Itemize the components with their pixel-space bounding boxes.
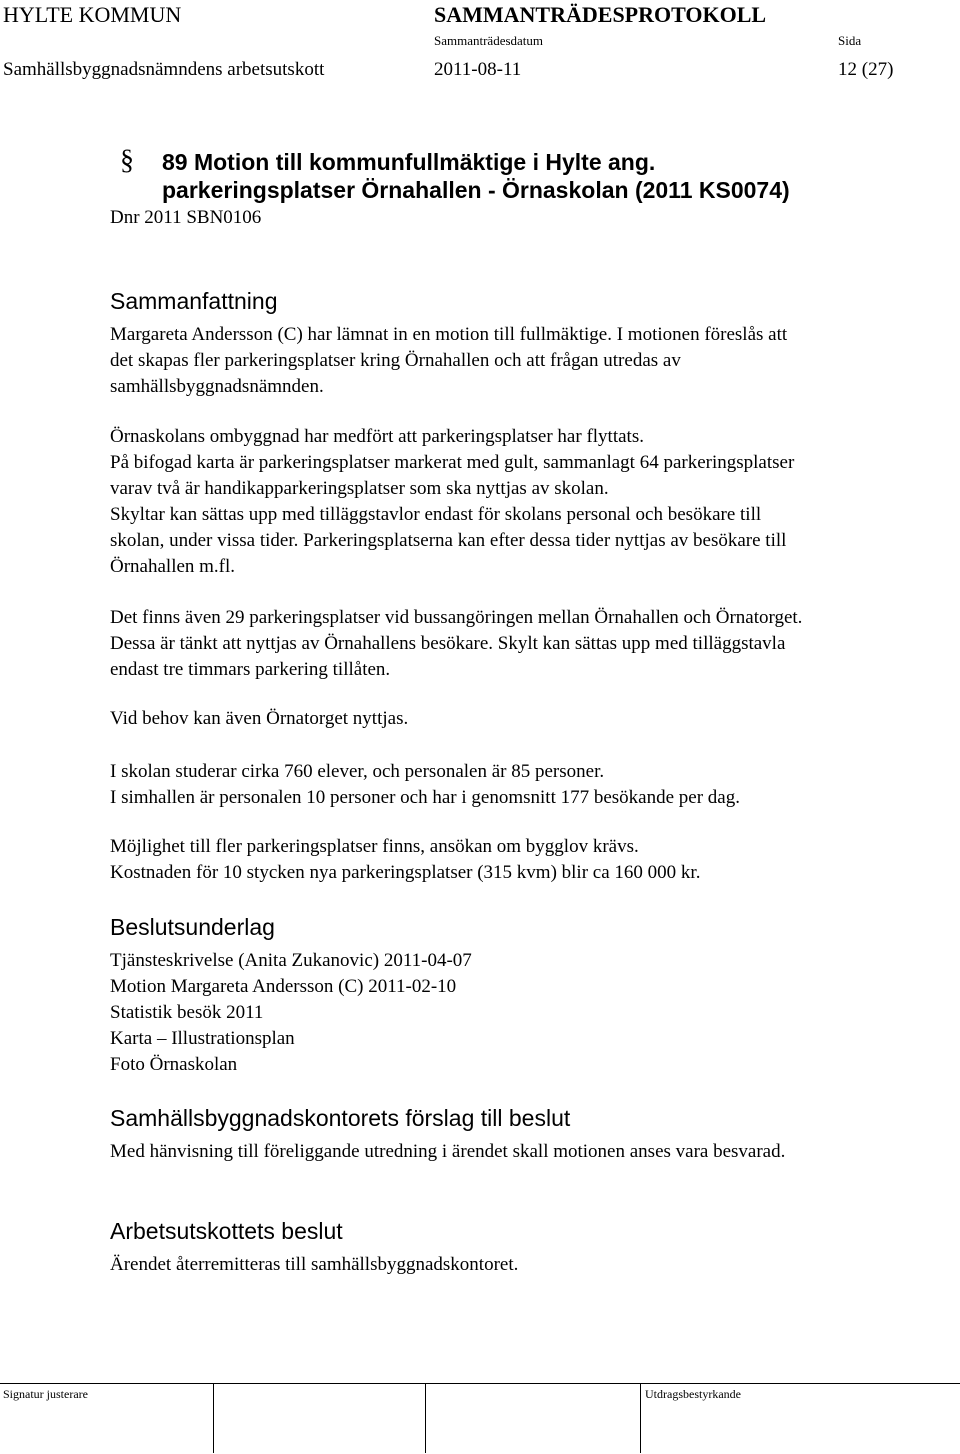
summary-heading: Sammanfattning (110, 288, 278, 314)
summary-line: det skapas fler parkeringsplatser kring Örnahallen och att frågan utredas av (110, 350, 681, 371)
committee-name: Samhällsbyggnadsnämndens arbetsutskott (3, 59, 325, 80)
extract-label: Utdragsbestyrkande (645, 1387, 741, 1401)
summary-line: I simhallen är personalen 10 personer och har i genomsnitt 177 besökande per dag. (110, 787, 740, 808)
page-label: Sida (838, 33, 862, 48)
summary-line: Margareta Andersson (C) har lämnat in en motion till fullmäktige. I motionen föreslås att (110, 324, 788, 345)
diary-number: Dnr 2011 SBN0106 (110, 207, 262, 228)
summary-line: skolan, under vissa tider. Parkeringsplatserna kan efter dessa tider nyttjas av besökare till (110, 530, 787, 551)
footer-column-divider (640, 1383, 641, 1453)
basis-heading: Beslutsunderlag (110, 914, 275, 940)
summary-line: Vid behov kan även Örnatorget nyttjas. (110, 708, 409, 729)
section-symbol: § (120, 145, 134, 176)
summary-line: Kostnaden för 10 stycken nya parkeringsplatser (315 kvm) blir ca 160 000 kr. (110, 862, 701, 883)
proposal-text: Med hänvisning till föreliggande utredning i ärendet skall motionen anses vara besvarad. (110, 1141, 786, 1162)
decision-heading: Arbetsutskottets beslut (110, 1218, 343, 1244)
page-number: 12 (27) (838, 59, 894, 80)
decision-text: Ärendet återremitteras till samhällsbyggnadskontoret. (110, 1254, 519, 1275)
basis-item: Karta – Illustrationsplan (110, 1028, 295, 1049)
basis-item: Motion Margareta Andersson (C) 2011-02-10 (110, 976, 457, 997)
summary-line: Det finns även 29 parkeringsplatser vid bussangöringen mellan Örnahallen och Örnatorget. (110, 607, 803, 628)
basis-item: Statistik besök 2011 (110, 1002, 264, 1023)
basis-item: Foto Örnaskolan (110, 1054, 238, 1075)
summary-line: I skolan studerar cirka 760 elever, och personalen är 85 personer. (110, 761, 605, 782)
proposal-heading: Samhällsbyggnadskontorets förslag till beslut (110, 1105, 571, 1131)
meeting-date-label: Sammanträdesdatum (434, 33, 544, 48)
signature-label: Signatur justerare (3, 1387, 88, 1401)
summary-line: Örnaskolans ombyggnad har medfört att parkeringsplatser har flyttats. (110, 426, 644, 447)
summary-line: Skyltar kan sättas upp med tilläggstavlor endast för skolans personal och besökare till (110, 504, 762, 525)
basis-item: Tjänsteskrivelse (Anita Zukanovic) 2011-04-07 (110, 950, 472, 971)
summary-line: Möjlighet till fler parkeringsplatser finns, ansökan om bygglov krävs. (110, 836, 639, 857)
summary-line: Dessa är tänkt att nyttjas av Örnahallens besökare. Skylt kan sättas upp med tilläggstavla (110, 633, 786, 654)
footer-divider (0, 1383, 960, 1384)
footer-column-divider (425, 1383, 426, 1453)
summary-line: samhällsbyggnadsnämnden. (110, 376, 324, 397)
summary-line: På bifogad karta är parkeringsplatser markerat med gult, sammanlagt 64 parkeringsplatser (110, 452, 795, 473)
summary-line: varav två är handikapparkeringsplatser som ska nyttjas av skolan. (110, 478, 609, 499)
document-type: SAMMANTRÄDESPROTOKOLL (434, 2, 767, 27)
footer-column-divider (213, 1383, 214, 1453)
meeting-date: 2011-08-11 (434, 59, 522, 80)
item-title-line-2: parkeringsplatser Örnahallen - Örnaskolan (2011 KS0074) (162, 177, 790, 203)
item-title-line-1: 89 Motion till kommunfullmäktige i Hylte ang. (162, 149, 656, 175)
summary-line: endast tre timmars parkering tillåten. (110, 659, 391, 680)
organization-name: HYLTE KOMMUN (3, 2, 182, 27)
summary-line: Örnahallen m.fl. (110, 556, 236, 577)
